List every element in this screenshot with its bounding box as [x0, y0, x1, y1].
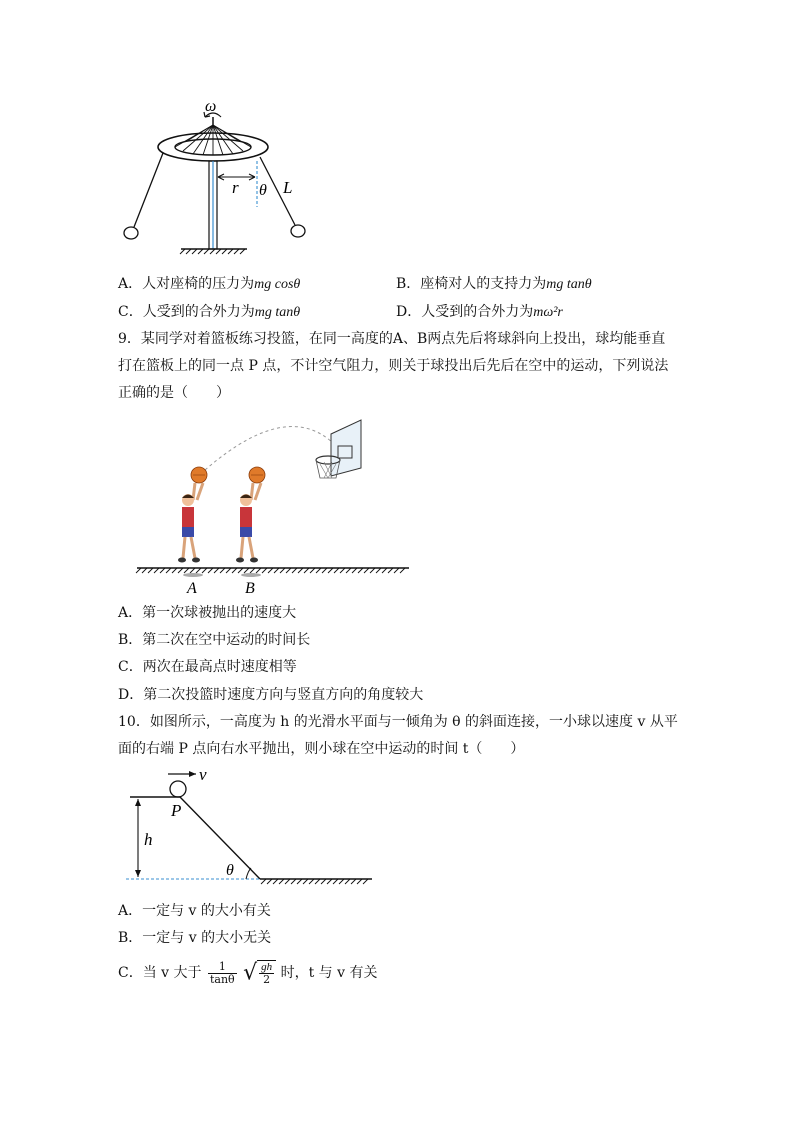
q10-option-a[interactable]: A．一定与 v 的大小有关 [118, 903, 271, 919]
q8-option-a-label: A．人对座椅的压力为 [118, 276, 255, 292]
point-B-label: B [245, 580, 255, 597]
incline-figure [120, 763, 380, 889]
q10-option-c-suffix: 时，t 与 v 有关 [280, 965, 378, 981]
q8-option-a[interactable] [118, 275, 300, 294]
q8-option-a-math: mg cosθ [254, 277, 301, 292]
q8-option-b-math: mg tanθ [546, 277, 592, 292]
P-label: P [171, 801, 182, 820]
q8-option-c-math: mg tanθ [254, 305, 301, 320]
theta-label: θ [259, 182, 267, 199]
q9-option-b[interactable]: B．第二次在空中运动的时间长 [118, 632, 311, 648]
swing-figure [115, 95, 325, 255]
L-label: L [283, 178, 293, 197]
q9-stem-line3: 正确的是（ ） [118, 385, 230, 401]
q8-option-c[interactable] [118, 303, 300, 322]
v-label: v [199, 765, 207, 784]
sqrt-numerator: gh [261, 961, 273, 973]
q8-option-d-math: mω²r [533, 305, 563, 320]
theta-angle-label: θ [226, 862, 234, 879]
omega-label: ω [205, 98, 217, 115]
sqrt-denominator: 2 [263, 973, 271, 986]
fraction [208, 961, 237, 986]
q8-option-d-label: D．人受到的合外力为 [396, 304, 534, 320]
fraction-denominator: tanθ [209, 972, 235, 986]
q9-option-c[interactable]: C．两次在最高点时速度相等 [118, 659, 297, 675]
q10-stem-line1: 10．如图所示，一高度为 h 的光滑水平面与一倾角为 θ 的斜面连接，一小球以速度 v 从平 [118, 714, 678, 730]
point-A-label: A [187, 580, 197, 597]
h-label: h [144, 830, 153, 849]
q10-option-c[interactable] [118, 960, 378, 994]
q8-option-b[interactable] [396, 275, 592, 294]
fraction-numerator: 1 [208, 961, 237, 974]
q10-stem-line2: 面的右端 P 点向右水平抛出，则小球在空中运动的时间 t（ ） [118, 741, 525, 757]
basketball-figure [135, 412, 415, 598]
q10-option-b[interactable]: B．一定与 v 的大小无关 [118, 930, 272, 946]
q9-option-d[interactable]: D．第二次投篮时速度方向与竖直方向的角度较大 [118, 687, 424, 703]
q8-option-d[interactable] [396, 303, 563, 322]
square-root: √ $\frac{gh}{2}$ [243, 960, 276, 986]
q9-option-a[interactable]: A．第一次球被抛出的速度大 [118, 605, 297, 621]
q10-option-c-prefix: C．当 v 大于 [118, 965, 202, 981]
q9-stem-line1: 9．某同学对着篮板练习投篮，在同一高度的A、B两点先后将球斜向上投出，球均能垂直 [118, 331, 666, 347]
q8-option-c-label: C．人受到的合外力为 [118, 304, 255, 320]
q8-option-b-label: B．座椅对人的支持力为 [396, 276, 547, 292]
q9-stem-line2: 打在篮板上的同一点 P 点，不计空气阻力，则关于球投出后先后在空中的运动，下列说法 [118, 358, 669, 374]
r-label: r [232, 178, 239, 197]
